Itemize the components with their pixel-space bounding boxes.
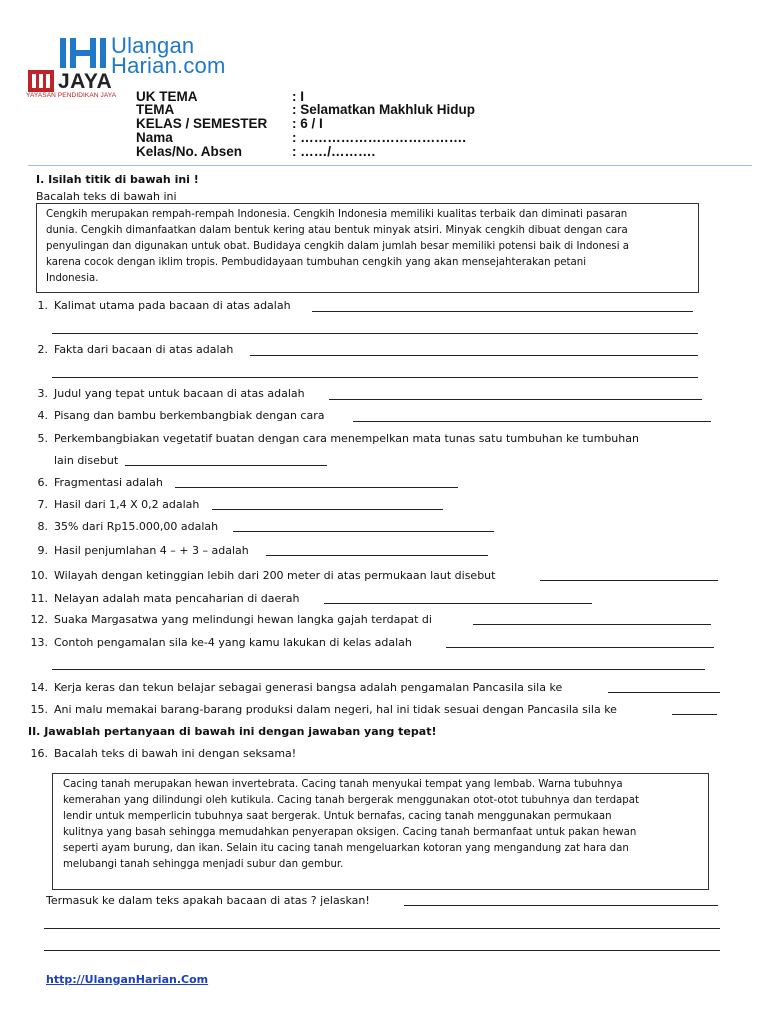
question-text: Hasil penjumlahan 4 – + 3 – adalah [54,544,249,557]
question-number: 11. [30,592,48,605]
question-text: Hasil dari 1,4 X 0,2 adalah [54,498,200,511]
answer-line[interactable] [324,603,592,604]
question-number: 14. [30,681,48,694]
answer-line[interactable] [44,950,720,951]
answer-line[interactable] [473,624,711,625]
passage-line: penyulingan dan digunakan untuk obat. Budidaya cengkih dalam jumlah besar memiliki potensi baik di Indonesi a [46,241,630,252]
question-number: 9. [37,544,48,557]
header-value-uk-tema: : I [292,89,304,104]
passage-line: kulitnya yang basah sehingga memudahkan penyerapan oksigen. Cacing tanah bermanfaat untuk pakan hewan [63,827,637,838]
question-text: Fragmentasi adalah [54,476,163,489]
question-number: 6. [37,476,48,489]
question-text: Contoh pengamalan sila ke-4 yang kamu lakukan di kelas adalah [54,636,412,649]
header-label-kelas: KELAS / SEMESTER [136,116,268,131]
passage-line: melubangi tanah sehingga menjadi subur dan gembur. [63,859,344,870]
passage-line: lendir untuk memperlicin tubuhnya saat bergerak. Untuk bernafas, cacing tanah menggunakan permukaan [63,811,612,822]
question-number: 1. [37,299,48,312]
question-text: Bacalah teks di bawah ini dengan seksama! [54,747,297,760]
answer-line[interactable] [52,377,698,378]
question-number: 4. [37,409,48,422]
question-number: 2. [37,343,48,356]
passage-line: Cacing tanah merupakan hewan invertebrata. Cacing tanah menyukai tempat yang lembab. Warna tubuhnya [63,779,623,790]
answer-line[interactable] [233,531,494,532]
answer-line[interactable] [608,692,720,693]
question-number: 15. [30,703,48,716]
passage-line: dunia. Cengkih dimanfaatkan dalam bentuk kering atau bentuk minyak atsiri. Minyak cengkih dibuat dengan cara [46,225,628,236]
answer-line[interactable] [250,355,698,356]
footer-link[interactable]: http://UlanganHarian.Com [46,973,209,986]
passage-line: kemerahan yang dilindungi oleh kutikula. Cacing tanah bergerak menggunakan otot-otot tubuhnya dan terdapat [63,795,639,806]
site-logo-text: Ulangan Harian.com [111,33,226,78]
passage-line: karena cocok dengan iklim tropis. Pembudidayaan tumbuhan cengkih yang akan mensejahterakan petani [46,257,587,268]
answer-line[interactable] [329,399,702,400]
question-text: Kalimat utama pada bacaan di atas adalah [54,299,291,312]
passage-line: Indonesia. [46,273,99,284]
header-label-nama: Nama [136,130,173,145]
question-text: Nelayan adalah mata pencaharian di daerah [54,592,300,605]
answer-line[interactable] [446,647,714,648]
question-text: Fakta dari bacaan di atas adalah [54,343,234,356]
question-number: 5. [37,432,48,445]
question-number: 8. [37,520,48,533]
header-label-tema: TEMA [136,102,175,117]
section1-instruction: Bacalah teks di bawah ini [36,190,177,203]
org-full-name: YAYASAN PENDIDIKAN JAYA [26,92,117,99]
question-number: 3. [37,387,48,400]
passage-box-cengkih [36,203,699,293]
header-label-absen: Kelas/No. Absen [136,144,243,159]
answer-line[interactable] [353,421,711,422]
question-number: 13. [30,636,48,649]
header-value-absen: : ……/………. [292,144,376,159]
header-value-tema: : Selamatkan Makhluk Hidup [292,102,476,117]
header-label-uk-tema: UK TEMA [136,89,198,104]
question-text: Suaka Margasatwa yang melindungi hewan langka gajah terdapat di [54,613,432,626]
question-text: Pisang dan bambu berkembangbiak dengan cara [54,409,325,422]
section1-title: I. Isilah titik di bawah ini ! [36,173,199,186]
answer-line[interactable] [672,714,717,715]
ulangan-harian-logo-mark [60,38,110,72]
question-text: Perkembangbiakan vegetatif buatan dengan cara menempelkan mata tunas satu tumbuhan ke tumbuhan [54,432,639,445]
answer-line[interactable] [52,333,698,334]
passage-box-cacing [52,773,709,890]
answer-line[interactable] [266,555,488,556]
jaya-logo-text: JAYA [58,70,113,93]
answer-line[interactable] [125,465,327,466]
answer-line[interactable] [312,311,693,312]
question-text: Wilayah dengan ketinggian lebih dari 200 meter di atas permukaan laut disebut [54,569,496,582]
question-number: 12. [30,613,48,626]
header-value-nama: : ………………………………. [292,130,466,145]
answer-line[interactable] [44,928,720,929]
header-divider [28,165,752,166]
answer-line[interactable] [52,669,705,670]
answer-line[interactable] [540,580,718,581]
followup-question: Termasuk ke dalam teks apakah bacaan di atas ? jelaskan! [46,894,370,907]
passage-line: seperti ayam burung, dan ikan. Selain itu cacing tanah mengeluarkan kotoran yang mengandung zat hara dan [63,843,629,854]
question-number: 7. [37,498,48,511]
question-text: 35% dari Rp15.000,00 adalah [54,520,219,533]
question-text: Judul yang tepat untuk bacaan di atas adalah [54,387,305,400]
question-number: 16. [30,747,48,760]
section2-title: II. Jawablah pertanyaan di bawah ini dengan jawaban yang tepat! [28,725,437,738]
header-value-kelas: : 6 / I [292,116,323,131]
passage-line: Cengkih merupakan rempah-rempah Indonesia. Cengkih Indonesia memiliki kualitas terbaik dan diminati pasaran [46,209,628,220]
question-text: Kerja keras dan tekun belajar sebagai generasi bangsa adalah pengamalan Pancasila sila ke [54,681,563,694]
answer-line[interactable] [175,487,458,488]
answer-line[interactable] [404,905,718,906]
question-text-continued: lain disebut [54,454,119,467]
answer-line[interactable] [212,509,443,510]
question-text: Ani malu memakai barang-barang produksi dalam negeri, hal ini tidak sesuai dengan Pancasila sila ke [54,703,617,716]
question-number: 10. [30,569,48,582]
